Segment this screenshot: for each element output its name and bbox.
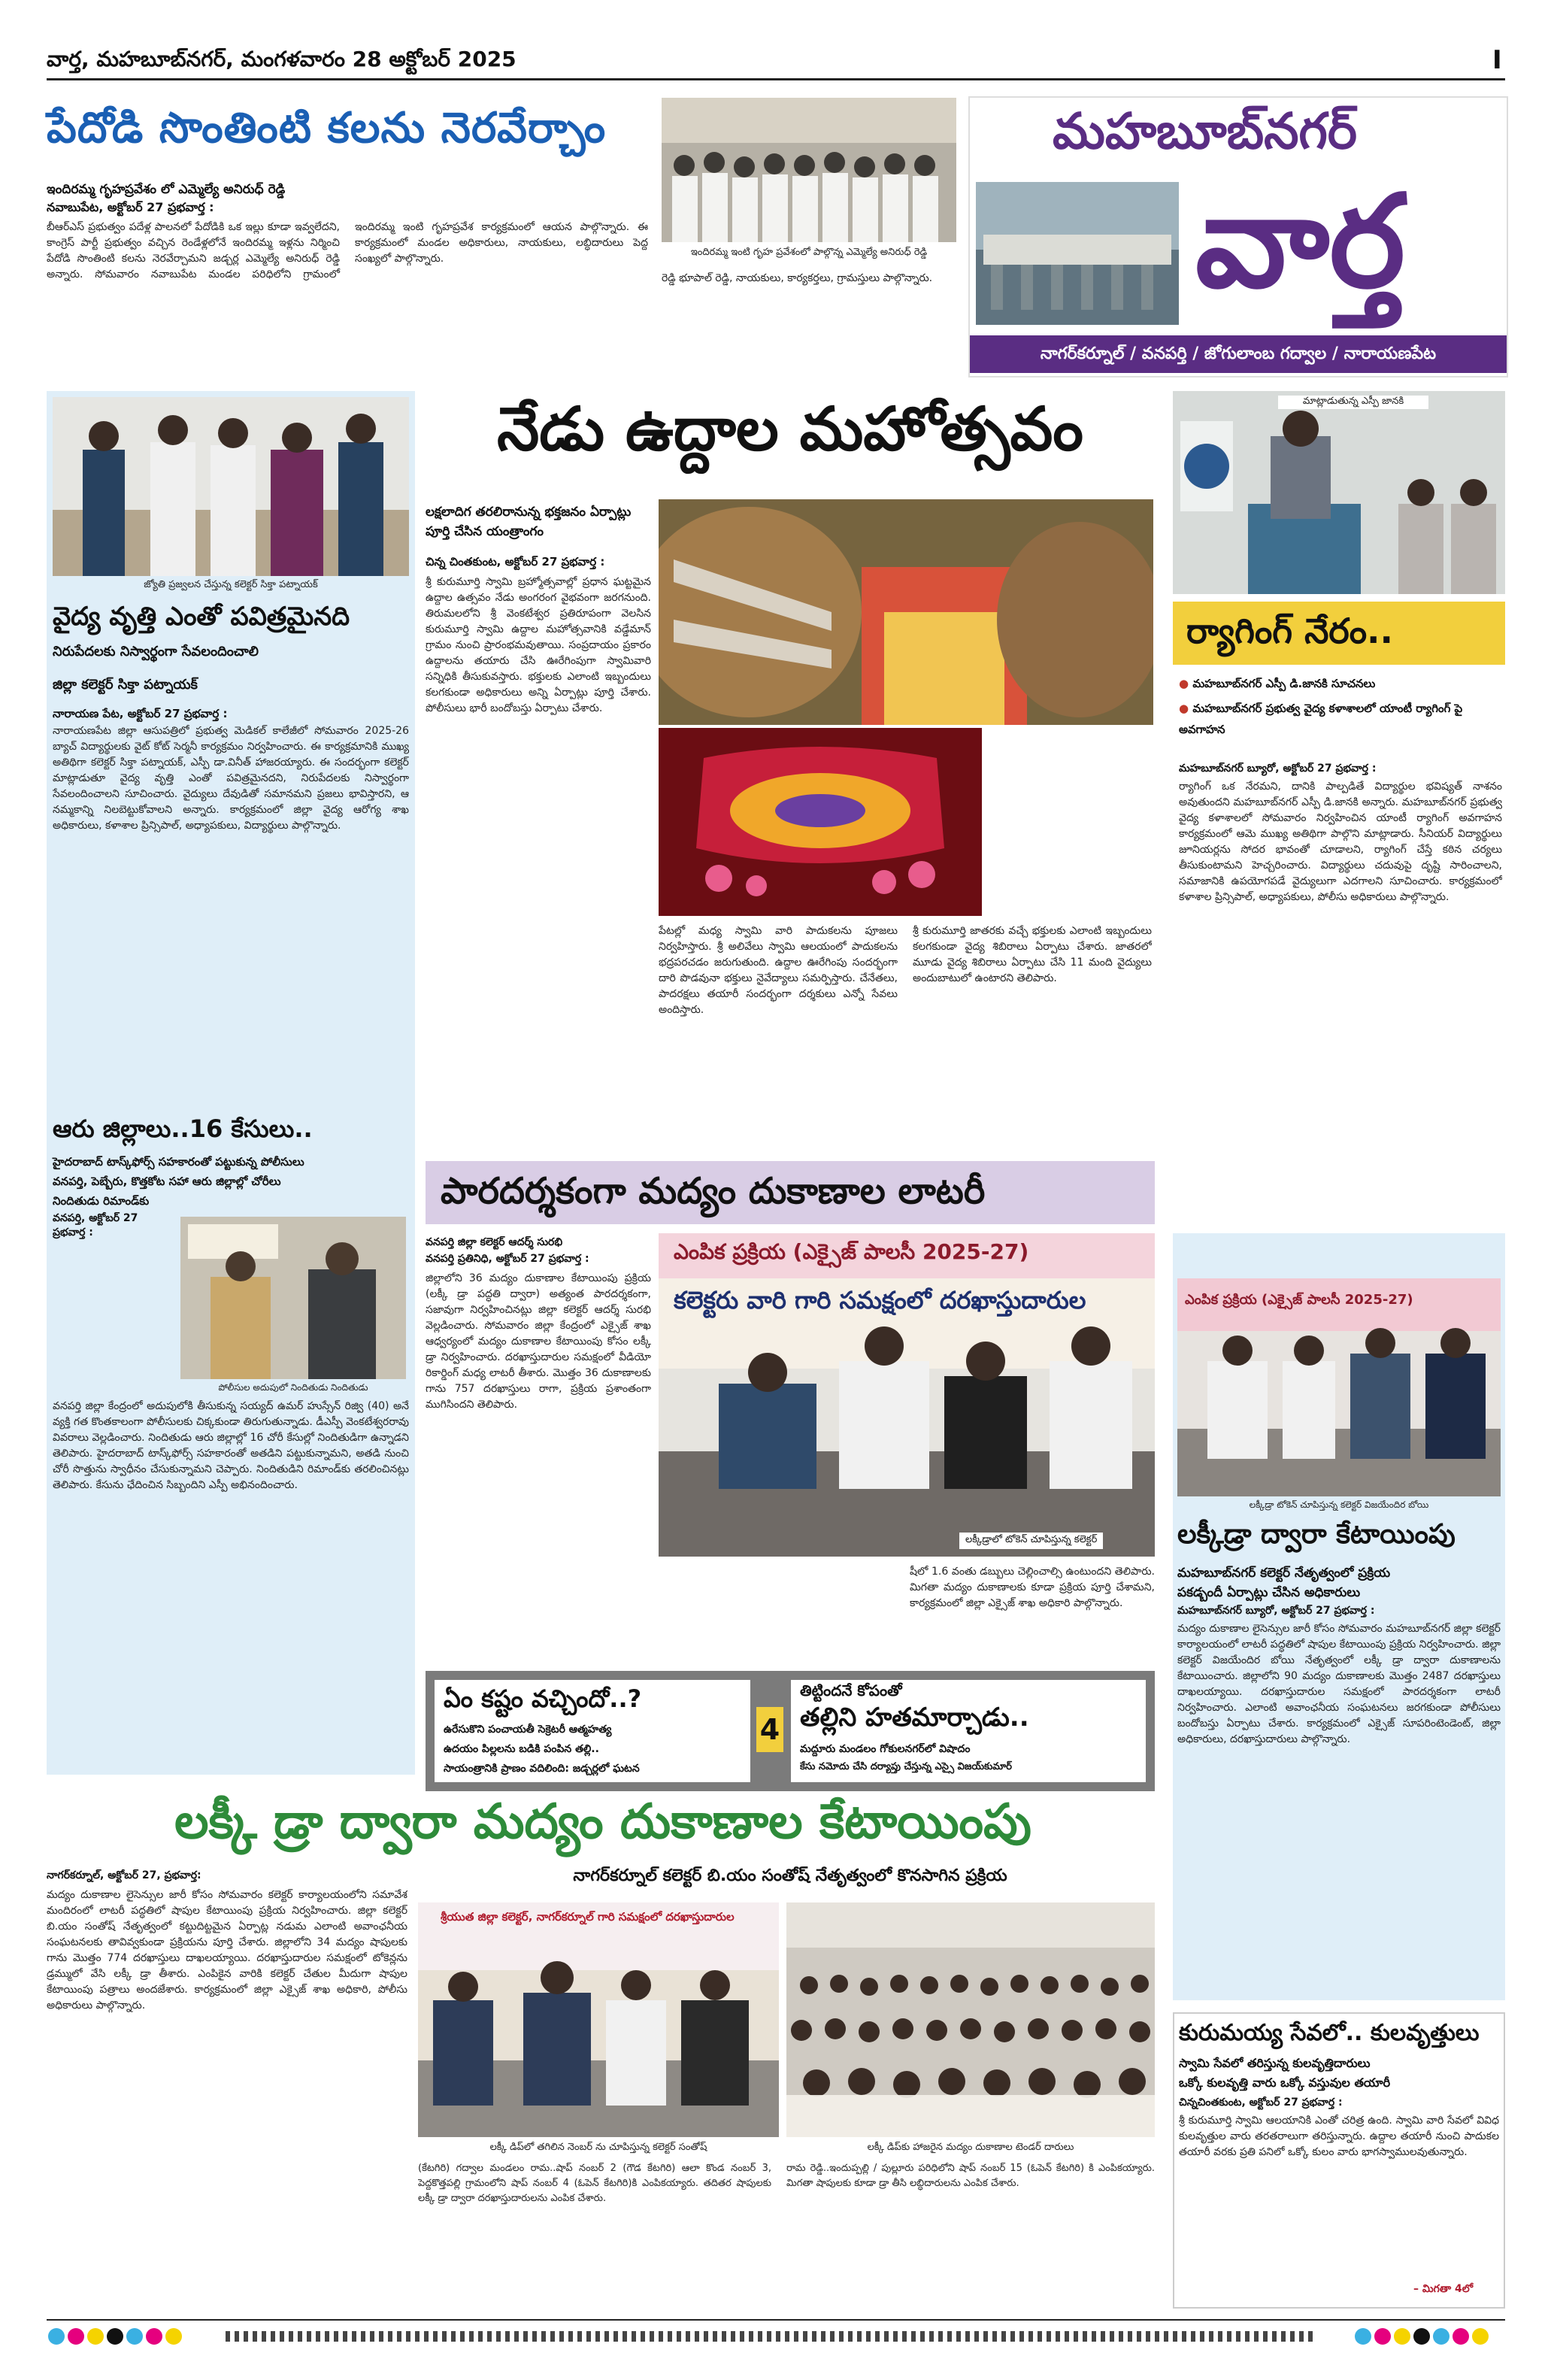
story8-left-item-1: ఉరేసుకొని పంచాయతీ సెక్రెటరీ ఆత్మహత్య bbox=[444, 1724, 612, 1736]
story4-body: ర్యాగింగ్ ఒక నేరమని, దానికి పాల్పడితే విద్యార్థుల భవిష్యత్ నాశనం అవుతుందని మహబూబ్‌నగర్ ఎస్పీ డి.జానకి అన్నారు. మహబూబ్‌నగర్ ప్రభుత్వ వైద్య కళాశాలలో సోమవారం నిర్వహించిన యాంటీ ర్యాగింగ్ అవగాహన కార్యక్రమంలో ఆమె ముఖ్య అతిథిగా పాల్గొని మాట్లాడారు. సీనియర్ విద్యార్థులు జూనియర్లను సోదర భావంతో చూడాలని, ర్యాగింగ్ చేస్తే కఠిన చర్యలు తీసుకుంటామని హెచ్చరించారు. విద్యార్థులు చదువుపై దృష్టి సారించాలని, సమాజానికి ఉపయోగపడే వైద్యులుగా ఎదగాలని సూచించారు. కార్యక్రమంలో కళాశాల ప్రిన్సిపాల్, అధ్యాపకులు, పోలీసు అధికారులు పాల్గొన్నారు. bbox=[1179, 781, 1502, 903]
story8-box bbox=[426, 1671, 1155, 1791]
story4-photo-caption: మాట్లాడుతున్న ఎస్పీ జానకి bbox=[1278, 396, 1428, 409]
story3-col2: పేటల్లో మధ్య స్వామి వారి పాదుకలను పూజలు నిర్వహిస్తారు. శ్రీ అలివేలు స్వామి ఆలయంలో పాదుకలను భద్రపరచడం జరుగుతుంది. ఉద్దాల ఊరేగింపు సందర్భంగా దారి పొడవునా భక్తులు నైవేద్యాలు సమర్పిస్తారు. చేనేతలు, పాదరక్షలు తయారీ సందర్భంగా దర్శకులు ఎన్నో సేవలు అందిస్తారు. bbox=[659, 925, 898, 1016]
story5-subhead2: వనపర్తి, పెబ్బేరు, కొత్తకోట సహా ఆరు జిల్లాల్లో చోరీలు bbox=[53, 1175, 281, 1188]
story1-body2: రెడ్డి భూపాల్ రెడ్డి, నాయకులు, కార్యకర్తలు, గ్రామస్తులు పాల్గొన్నారు. bbox=[662, 272, 933, 284]
story9-photo1-banner: శ్రీయుత జిల్లా కలెక్టర్, నాగర్‌కర్నూల్ గారి సమక్షంలో దరఖాస్తుదారుల bbox=[441, 1910, 735, 1924]
story10-dateline: చిన్నచింతకుంట, అక్టోబర్ 27 ప్రభవార్త : bbox=[1179, 2097, 1343, 2109]
story4-headline-box bbox=[1173, 602, 1505, 665]
story1-subhead: ఇందిరమ్మ గృహప్రవేశం లో ఎమ్మెల్యే అనిరుధ్ రెడ్డి bbox=[47, 182, 286, 197]
story6-headline-box bbox=[426, 1161, 1155, 1224]
registration-dot bbox=[68, 2328, 84, 2345]
story10-body: శ్రీ కురుమూర్తి స్వామి ఆలయానికి ఎంతో చరిత్ర ఉంది. స్వామి వారి సేవలో వివిధ కులవృత్తుల వారు తరతరాలుగా తరిస్తున్నారు. ఉద్దాల తయారీ నుంచి పాదుకల తయారీ వరకు ప్రతి పనిలో ఒక్కో కులం వారు భాగస్వాములవుతున్నారు. bbox=[1179, 2115, 1499, 2158]
story2-photo bbox=[53, 397, 409, 576]
story1-photo-caption: ఇందిరమ్మ ఇంటి గృహ ప్రవేశంలో పాల్గొన్న ఎమ్మెల్యే అనిరుధ్ రెడ్డి bbox=[690, 247, 928, 258]
story2-headline: వైద్య వృత్తి ఎంతో పవిత్రమైనది bbox=[53, 602, 350, 632]
story7-photo-caption: లక్కీడ్రా టోకెన్ చూపిస్తున్న కలెక్టర్ విజయేందిర బోయి bbox=[1249, 1499, 1429, 1510]
masthead-title-main: వార్త bbox=[1195, 168, 1405, 317]
story6-photo-banner: ఎంపిక ప్రక్రియ (ఎక్సైజ్ పాలసీ 2025-27) bbox=[674, 1239, 1029, 1264]
story4-dateline: మహబూబ్‌నగర్ బ్యూరో, అక్టోబర్ 27 ప్రభవార్త : bbox=[1179, 763, 1377, 775]
story8-left-headline: ఏం కష్టం వచ్చిందో..? bbox=[444, 1684, 642, 1713]
masthead-title-top: మహబూబ్‌నగర్ bbox=[1053, 102, 1358, 160]
story8-left-item-2: ఉదయం పిల్లలను బడికి పంపిన తల్లి.. bbox=[444, 1743, 599, 1755]
story2-subhead1: నిరుపేదలకు నిస్వార్థంగా సేవలందించాలి bbox=[53, 644, 259, 659]
masthead-photo bbox=[976, 182, 1179, 325]
story10-headline: కురుమయ్య సేవలో.. కులవృత్తులు bbox=[1179, 2020, 1480, 2046]
registration-dot bbox=[165, 2328, 182, 2345]
registration-dot bbox=[1374, 2328, 1391, 2345]
story9-photo2-caption: లక్కీ డిప్‌కు హాజరైన మద్యం దుకాణాల టెండర్ దారులు bbox=[867, 2142, 1074, 2153]
story8-right-item-1: మద్దూరు మండలం గోకులనగర్‌లో విషాదం bbox=[800, 1743, 971, 1755]
story9-subhead: నాగర్‌కర్నూల్ కలెక్టర్ బి.యం సంతోష్ నేతృత్వంలో కొనసాగిన ప్రక్రియ bbox=[573, 1866, 1007, 1885]
footer-color-bar-left bbox=[47, 2328, 183, 2348]
header-rule bbox=[47, 78, 1505, 80]
footer-color-bar-right bbox=[1353, 2328, 1490, 2348]
registration-dot bbox=[1394, 2328, 1410, 2345]
story3-body: శ్రీ కురుమూర్తి స్వామి బ్రహ్మోత్సవాల్లో ప్రధాన ఘట్టమైన ఉద్దాల ఉత్సవం నేడు అంగరంగ వైభవంగా జరగనుంది. తిరుమలలోని శ్రీ వెంకటేశ్వర ప్రతిరూపంగా వెలసిన కురుమూర్తి స్వామి ఉద్దాల మహోత్సవానికి వడ్డేమాన్ గ్రామం నుంచి ప్రారంభమవుతాయి. సంప్రదాయం ప్రకారం ఉద్దాలను తయారు చేసి ఊరేగింపుగా స్వామివారి సన్నిధికి తీసుకువస్తారు. భక్తులకు ఎలాంటి ఇబ్బందులు కలగకుండా అధికారులు అన్ని ఏర్పాట్లు పూర్తి చేశారు. పోలీసులు భారీ బందోబస్తు ఏర్పాటు చేశారు. bbox=[426, 576, 651, 714]
story1-photo bbox=[662, 98, 956, 242]
story7-photo bbox=[1177, 1278, 1501, 1496]
story8-page-ref: 4 bbox=[756, 1707, 783, 1752]
story5-photo bbox=[180, 1217, 406, 1379]
registration-dot bbox=[107, 2328, 123, 2345]
story4-bullet-2: ● మహబూబ్‌నగర్ ప్రభుత్వ వైద్య కళాశాలలో యాంటీ ర్యాగింగ్ పై అవగాహన bbox=[1179, 702, 1463, 736]
story9-dateline: నాగర్‌కర్నూల్, అక్టోబర్ 27, ప్రభవార్త: bbox=[47, 1869, 201, 1881]
story8-left-item-3: సాయంత్రానికి ప్రాణం వదిలింది: జడ్చర్లలో ఘటన bbox=[444, 1763, 640, 1775]
registration-dot bbox=[1472, 2328, 1489, 2345]
registration-dot bbox=[48, 2328, 65, 2345]
story4-headline: ర్యాగింగ్ నేరం.. bbox=[1186, 611, 1393, 651]
story9-body: మద్యం దుకాణాల లైసెన్సుల జారీ కోసం సోమవారం కలెక్టర్ కార్యాలయంలోని సమావేశ మందిరంలో లాటరీ పద్ధతిలో షాపుల కేటాయింపు ప్రక్రియ నిర్వహించారు. జిల్లా కలెక్టర్ బి.యం సంతోష్ నేతృత్వంలో కట్టుదిట్టమైన ఏర్పాట్ల నడుమ ఎలాంటి అవాంఛనీయ సంఘటనలకు తావివ్వకుండా ప్రక్రియను పూర్తి చేశారు. జిల్లాలోని 34 మద్యం షాపులకు గాను మొత్తం 774 దరఖాస్తులు దాఖలయ్యాయి. దరఖాస్తుదారుల సమక్షంలో టోకెన్లను డ్రమ్ములో వేసి లక్కీ డ్రా తీశారు. ఎంపికైన వారికి కలెక్టర్ చేతుల మీదుగా షాపుల కేటాయింపు పత్రాలు అందజేశారు. కార్యక్రమంలో జిల్లా ఎక్సైజ్ శాఖ అధికారి, పోలీసు అధికారులు పాల్గొన్నారు. bbox=[47, 1889, 407, 2012]
story6-col2: షీలో 1.6 వంతు డబ్బులు చెల్లించాల్సి ఉంటుందని తెలిపారు. మిగతా మద్యం దుకాణాలకు కూడా ప్రక్రియ పూర్తి చేశామని, కార్యక్రమంలో జిల్లా ఎక్సైజ్ శాఖ అధికారి పాల్గొన్నారు. bbox=[910, 1566, 1155, 1609]
story3-photo1 bbox=[659, 499, 1153, 725]
story1-dateline: నవాబుపేట, అక్టోబర్ 27 ప్రభవార్త : bbox=[47, 200, 214, 214]
story9-photo1-caption: లక్కీ డిప్‌లో తగిలిన నెంబర్‌ ను చూపిస్తున్న కలెక్టర్ సంతోష్ bbox=[489, 2142, 707, 2153]
story7-body: మద్యం దుకాణాల లైసెన్సుల జారీ కోసం సోమవారం మహబూబ్‌నగర్ జిల్లా కలెక్టర్ కార్యాలయంలో లాటరీ పద్ధతిలో షాపుల కేటాయింపు ప్రక్రియ నిర్వహించారు. జిల్లా కలెక్టర్ విజయేందిర బోయి నేతృత్వంలో లక్కీ డ్రా ద్వారా దుకాణాలను కేటాయించారు. జిల్లాలోని 90 మద్యం దుకాణాలకు మొత్తం 2487 దరఖాస్తులు దాఖలయ్యాయి. దరఖాస్తుదారుల సమక్షంలో పారదర్శకంగా లాటరీ నిర్వహించారు. ఎలాంటి అవాంఛనీయ సంఘటనలు జరగకుండా పోలీసులు బందోబస్తు ఏర్పాటు చేశారు. కార్యక్రమంలో ఎక్సైజ్ సూపరింటెండెంట్, జిల్లా అధికారులు, దరఖాస్తుదారులు పాల్గొన్నారు. bbox=[1177, 1623, 1501, 1745]
registration-dot bbox=[1433, 2328, 1449, 2345]
story4-photo bbox=[1173, 391, 1505, 594]
story2-body: నారాయణపేట జిల్లా ఆసుపత్రిలో ప్రభుత్వ మెడికల్ కాలేజీలో సోమవారం 2025-26 బ్యాచ్ విద్యార్థులకు వైట్ కోట్ సెర్మనీ కార్యక్రమం నిర్వహించారు. ఈ కార్యక్రమానికి ముఖ్య అతిథిగా కలెక్టర్ సిక్తా పట్నాయక్, ఎస్పీ డా.వినీత్ హాజరయ్యారు. ఈ సందర్భంగా కలెక్టర్ మాట్లాడుతూ వైద్య వృత్తి ఎంతో పవిత్రమైనదని, నిరుపేదలకు నిస్వార్థంగా సేవలందించాలని సూచించారు. వైద్యులు దేవుడితో సమానమని ప్రజలు భావిస్తారని, ఆ నమ్మకాన్ని నిలబెట్టుకోవాలని అన్నారు. కార్యక్రమంలో జిల్లా వైద్య ఆరోగ్య శాఖ అధికారులు, కళాశాల ప్రిన్సిపాల్, అధ్యాపకులు, విద్యార్థులు పాల్గొన్నారు. bbox=[53, 725, 409, 832]
dateline-header: వార్త, మహబూబ్‌నగర్, మంగళవారం 28 అక్టోబర్ 2025 bbox=[47, 47, 516, 71]
story3-dateline: చిన్న చింతకుంట, అక్టోబర్ 27 ప్రభవార్త : bbox=[426, 555, 605, 568]
masthead-districts: నాగర్‌కర్నూల్ / వనపర్తి / జోగులాంబ గద్వాల / నారాయణపేట bbox=[970, 335, 1507, 373]
footer-check-pattern bbox=[226, 2331, 1316, 2342]
story5-subhead1: హైదరాబాద్ టాస్క్‌ఫోర్స్ సహకారంతో పట్టుకున్న పోలీసులు bbox=[53, 1155, 304, 1169]
story2-photo-caption: జ్యోతి ప్రజ్వలన చేస్తున్న కలెక్టర్ సిక్తా పట్నాయక్ bbox=[144, 579, 318, 590]
story9-col3: రామ రెడ్డి..ఇందుప్పల్లి / పుల్లూరు పరిధిలోని షాప్ నంబర్ 15 (ఓపెన్ కేటగిరి) కి ఎంపికయ్యారు. మిగతా షాపులకు కూడా డ్రా తీసి లబ్ధిదారులను ఎంపిక చేశారు. bbox=[786, 2163, 1155, 2189]
story10-subhead2: ఒక్కో కులవృత్తి వారు ఒక్కో వస్తువుల తయారీ bbox=[1179, 2075, 1391, 2090]
story10-subhead1: స్వామి సేవలో తరిస్తున్న కులవృత్తిదారులు bbox=[1179, 2056, 1371, 2070]
story5-headline: ఆరు జిల్లాలు..16 కేసులు.. bbox=[53, 1114, 313, 1143]
story3-subhead: లక్షలాదిగ తరలిరానున్న భక్తజనం ఏర్పాట్లు పూర్తి చేసిన యంత్రాంగం bbox=[426, 505, 632, 539]
story7-dateline: మహబూబ్‌నగర్ బ్యూరో, అక్టోబర్ 27 ప్రభవార్త : bbox=[1177, 1605, 1375, 1617]
story3-headline: నేడు ఉద్దాల మహోత్సవం bbox=[497, 394, 1083, 464]
story7-headline: లక్కీడ్రా ద్వారా కేటాయింపు bbox=[1177, 1519, 1456, 1550]
registration-dot bbox=[146, 2328, 162, 2345]
story6-dateline2: వనపర్తి ప్రతినిధి, అక్టోబర్ 27 ప్రభవార్త : bbox=[426, 1253, 589, 1265]
story8-right-headline: తల్లిని హతమార్చాడు.. bbox=[800, 1702, 1029, 1733]
story5-photo-caption: పోలీసుల అదుపులో నిందితుడు నిందితుడు bbox=[218, 1382, 368, 1393]
story6-photo-caption: లక్కీడ్రాలో టోకెన్ చూపిస్తున్న కలెక్టర్ bbox=[959, 1533, 1103, 1549]
registration-dot bbox=[87, 2328, 104, 2345]
registration-dot bbox=[1355, 2328, 1371, 2345]
story8-right-kicker: తిట్టిందనే కోపంతో bbox=[800, 1681, 902, 1699]
story6-body: జిల్లాలోని 36 మద్యం దుకాణాల కేటాయింపు ప్రక్రియ (లక్కీ డ్రా పద్ధతి ద్వారా) అత్యంత పారదర్శకంగా, సజావుగా నిర్వహించినట్లు జిల్లా కలెక్టర్ ఆదర్శ్ సురభి వెల్లడించారు. సోమవారం జిల్లా కేంద్రంలో ఎక్సైజ్ శాఖ ఆధ్వర్యంలో మద్యం దుకాణాల కేటాయింపు కోసం లక్కీ డ్రా నిర్వహించారు. దరఖాస్తుదారుల సమక్షంలో వీడియో రికార్డింగ్ మధ్య లాటరీ తీశారు. మొత్తం 36 దుకాణాలకు గాను 757 దరఖాస్తులు రాగా, ప్రక్రియ ప్రశాంతంగా ముగిసిందని తెలిపారు. bbox=[426, 1272, 651, 1411]
story10-continued: – మిగతా 4లో bbox=[1413, 2283, 1474, 2295]
story2-dateline: నారాయణ పేట, అక్టోబర్ 27 ప్రభవార్త : bbox=[53, 707, 228, 720]
story8-right-item-2: కేసు నమోదు చేసి దర్యాప్తు చేస్తున్న ఎస్సై విజయ్‌కుమార్ bbox=[800, 1761, 1012, 1772]
story5-subhead3: నిందితుడు రిమాండ్‌కు bbox=[53, 1194, 150, 1208]
story7-photo-banner: ఎంపిక ప్రక్రియ (ఎక్సైజ్ పాలసీ 2025-27) bbox=[1185, 1292, 1413, 1308]
bullet-icon: ● bbox=[1179, 677, 1193, 690]
bullet-icon: ● bbox=[1179, 702, 1193, 715]
story6-dateline1: వనపర్తి జిల్లా కలెక్టర్ ఆదర్శ్ సురభి bbox=[426, 1236, 563, 1248]
story3-col3: శ్రీ కురుమూర్తి జాతరకు వచ్చే భక్తులకు ఎలాంటి ఇబ్బందులు కలగకుండా వైద్య శిబిరాలు ఏర్పాటు చేశారు. జాతరలో మూడు వైద్య శిబిరాలు ఏర్పాటు చేసి 11 మంది వైద్యులు అందుబాటులో ఉంటారని తెలిపారు. bbox=[913, 925, 1152, 984]
story9-col2: (కేటగిరి) గద్వాల మండలం రామ..షాప్ నంబర్ 2 (గౌడ కేటగిరి) ఆలా కొండ నంబర్ 3, పెద్దకొత్తపల్లి గ్రామంలోని షాప్ నంబర్ 4 (ఓపెన్ కేటగిరి)కి ఎంపికయ్యారు. తదితర షాపులకు లక్కీ డ్రా ద్వారా దరఖాస్తుదారులను ఎంపిక చేశారు. bbox=[418, 2163, 771, 2204]
page-marker: I bbox=[1492, 45, 1502, 75]
story9-headline: లక్కీ డ్రా ద్వారా మద్యం దుకాణాల కేటాయింపు bbox=[174, 1794, 1031, 1850]
story4-bullet-1: ● మహబూబ్‌నగర్ ఎస్పీ డి.జానకి సూచనలు bbox=[1179, 677, 1376, 690]
registration-dot bbox=[1413, 2328, 1430, 2345]
story2-subhead2: జిల్లా కలెక్టర్ సిక్తా పట్నాయక్ bbox=[53, 677, 198, 693]
story5-body: వనపర్తి జిల్లా కేంద్రంలో అదుపులోకి తీసుకున్న సయ్యద్ ఉమర్ హుస్సేన్ రిజ్వి (40) అనే వ్యక్తి గత కొంతకాలంగా పోలీసులకు చిక్కకుండా తిరుగుతున్నాడు. డీఎస్పీ వెంకటేశ్వరరావు వివరాలు వెల్లడించారు. నిందితుడు ఆరు జిల్లాల్లో 16 చోరీ కేసుల్లో నిందితుడిగా ఉన్నాడని తెలిపారు. హైదరాబాద్ టాస్క్‌ఫోర్స్ సహకారంతో అతడిని పట్టుకున్నామని, అతడి నుంచి చోరీ సొత్తును స్వాధీనం చేసుకున్నామని చెప్పారు. నిందితుడిని రిమాండ్‌కు తరలించినట్లు తెలిపారు. కేసును ఛేదించిన సిబ్బందిని ఎస్పీ అభినందించారు. bbox=[53, 1400, 409, 1491]
story3-photo2 bbox=[659, 728, 982, 916]
story6-photo bbox=[659, 1233, 1155, 1557]
story1-body: బీఆర్‌ఎస్ ప్రభుత్వం పదేళ్ల పాలనలో పేదోడికి ఒక ఇల్లు కూడా ఇవ్వలేదని, కాంగ్రెస్ పార్టీ ప్రభుత్వం వచ్చిన రెండేళ్లలోనే ఇందిరమ్మ ఇళ్లను నిర్మించి పేదోడి సొంతింటి కలను నెరవేర్చామని జడ్చర్ల ఎమ్మెల్యే అనిరుధ్ రెడ్డి అన్నారు. సోమవారం నవాబుపేట మండల పరిధిలోని గ్రామంలో ఇందిరమ్మ ఇంటి గృహప్రవేశ కార్యక్రమంలో ఆయన పాల్గొన్నారు. ఈ కార్యక్రమంలో మండల అధికారులు, నాయకులు, లబ్ధిదారులు పెద్ద సంఖ్యలో పాల్గొన్నారు. bbox=[47, 221, 648, 280]
story6-photo-banner2: కలెక్టరు వారి గారి సమక్షంలో దరఖాస్తుదారుల bbox=[674, 1286, 1086, 1314]
masthead bbox=[968, 96, 1508, 377]
footer-rule bbox=[47, 2319, 1505, 2321]
story7-subhead2: పకడ్బందీ ఏర్పాట్లు చేసిన అధికారులు bbox=[1177, 1585, 1361, 1600]
story6-headline: పారదర్శకంగా మద్యం దుకాణాల లాటరీ bbox=[441, 1170, 986, 1212]
story9-photo1 bbox=[418, 1902, 779, 2137]
registration-dot bbox=[126, 2328, 143, 2345]
story5-dateline: వనపర్తి, అక్టోబర్ 27 ప్రభవార్త : bbox=[53, 1212, 138, 1239]
registration-dot bbox=[1453, 2328, 1469, 2345]
story7-subhead1: మహబూబ్‌నగర్ కలెక్టర్ నేతృత్వంలో ప్రక్రియ bbox=[1177, 1566, 1391, 1581]
story9-photo2 bbox=[786, 1902, 1155, 2137]
story1-headline: పేదోడి సొంతింటి కలను నెరవేర్చాం bbox=[47, 104, 607, 153]
